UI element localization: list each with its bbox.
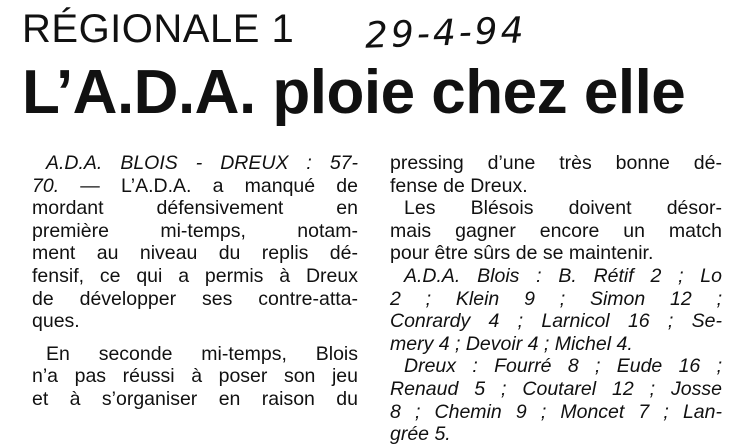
text-line: Dreux : Fourré 8 ; Eude 16 ;	[404, 355, 722, 378]
text-line: En seconde mi-temps, Blois	[46, 342, 358, 365]
text-line: Conrardy 4 ; Larnicol 16 ; Se-	[390, 310, 722, 333]
article-column-left	[32, 152, 358, 411]
text-line: Les Blésois doivent désor-	[404, 197, 722, 220]
text-line: mery 4 ; Devoir 4 ; Michel 4.	[390, 332, 633, 355]
text-line: pressing d’une très bonne dé-	[390, 152, 722, 174]
text-fragment: — L’A.D.A. a manqué de	[59, 174, 358, 197]
text-line: première mi-temps, notam-	[32, 219, 358, 242]
text-line: n’a pas réussi à poser son jeu	[32, 365, 358, 388]
handwritten-date: 29-4-94	[364, 10, 528, 57]
paragraph-second-half	[32, 343, 358, 411]
text-line: de développer ses contre-atta-	[32, 287, 358, 310]
text-line: mais gagner encore un match	[390, 219, 722, 242]
text-line: ment au niveau du replis dé-	[32, 242, 358, 265]
text-line: A.D.A. BLOIS - DREUX : 57-	[46, 152, 358, 174]
section-kicker: RÉGIONALE 1	[22, 7, 295, 51]
lineup-dreux	[390, 355, 722, 445]
text-line: Renaud 5 ; Coutarel 12 ; Josse	[390, 377, 722, 400]
text-line: mordant défensivement en	[32, 197, 358, 220]
text-line: fensif, ce qui a permis à Dreux	[32, 264, 358, 287]
paragraph-second-half-continued	[390, 152, 722, 197]
lineup-blois	[390, 265, 722, 355]
text-line: fense de Dreux.	[390, 174, 528, 197]
paragraph-outlook	[390, 197, 722, 265]
score-continued: 70.	[32, 174, 60, 197]
text-line: 8 ; Chemin 9 ; Moncet 7 ; Lan-	[390, 400, 722, 423]
text-line	[32, 175, 358, 198]
text-line: ques.	[32, 310, 80, 333]
text-line: A.D.A. Blois : B. Rétif 2 ; Lo	[404, 264, 722, 287]
paragraph-match-summary	[32, 152, 358, 333]
text-line: 2 ; Klein 9 ; Simon 12 ;	[390, 287, 722, 310]
text-line: et à s’organiser en raison du	[32, 387, 358, 410]
article-headline: L’A.D.A. ploie chez elle	[22, 58, 686, 127]
text-line: pour être sûrs de se maintenir.	[390, 242, 654, 265]
text-line: grée 5.	[390, 423, 451, 446]
article-column-right	[390, 152, 722, 446]
